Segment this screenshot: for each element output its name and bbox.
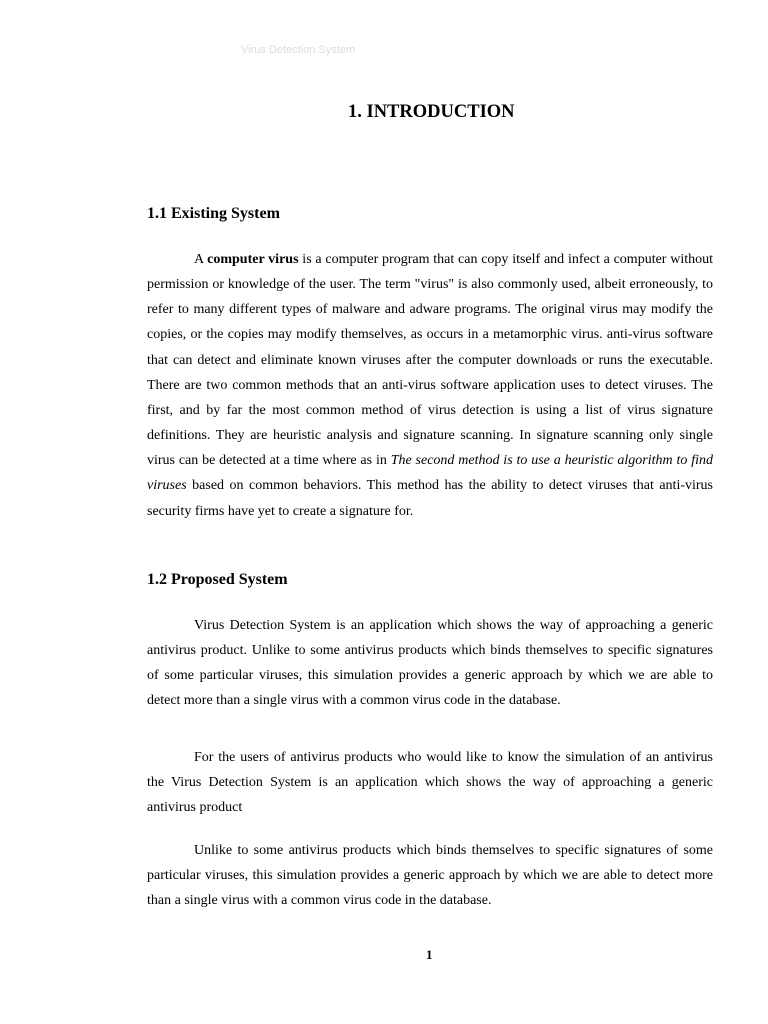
proposed-system-paragraph-2: For the users of antivirus products who would like to know the simulation of an antivirus the Virus Detection System is an application which shows the way of approaching a generic antivirus product [147,750,713,816]
section-heading-proposed-system: 1.2 Proposed System [147,571,288,588]
paragraph-text-segment: based on common behaviors. This method has the ability to detect viruses that anti-virus security firms have yet to create a signature for. [147,478,713,519]
existing-system-paragraph [147,247,713,524]
section-heading-existing-system: 1.1 Existing System [147,205,280,222]
proposed-system-paragraph-1: Virus Detection System is an application which shows the way of approaching a generic antivirus product. Unlike to some antivirus products which binds themselves to specific signatures of some particular viruses, this simulation provides a generic approach by which we are able to detect more than a single virus with a common virus code in the database. [147,618,713,709]
italic-phrase: The second method is to use a heuristic algorithm to find viruses [147,453,714,494]
chapter-title: 1. INTRODUCTION [348,102,515,122]
running-header: Virus Detection System [241,44,356,56]
page-number: 1 [426,947,433,962]
bold-term-computer-virus: computer virus [207,252,299,267]
paragraph-text-segment: A [194,252,208,267]
proposed-system-paragraph-3: Unlike to some antivirus products which binds themselves to specific signatures of some particular viruses, this simulation provides a generic approach by which we are able to detect more than a single virus with a common virus code in the database. [147,843,713,909]
paragraph-text-segment: is a computer program that can copy itself and infect a computer without permission or knowledge of the user. The term "virus" is also commonly used, albeit erroneously, to refer to many different types of malware and adware programs. The original virus may modify the copies, or the copies may modify themselves, as occurs in a metamorphic virus. anti-virus software that can detect and eliminate known viruses after the computer downloads or runs the executable. There are two common methods that an anti-virus software application uses to detect viruses. The first, and by far the most common method of virus detection is using a list of virus signature definitions. They are heuristic analysis and signature scanning. In signature scanning only single virus can be detected at a time where as in [147,252,714,469]
